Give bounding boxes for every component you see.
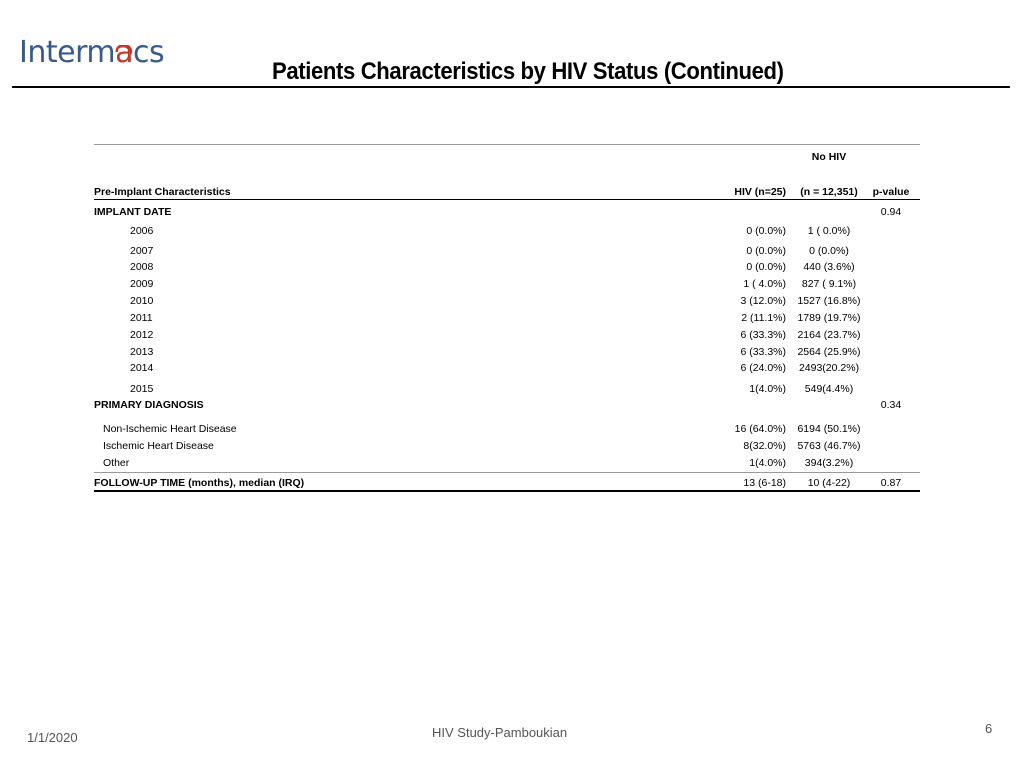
no-hiv-value: 10 (4-22) <box>807 477 851 489</box>
hiv-value: 0 (0.0%) <box>746 245 786 257</box>
no-hiv-value: 549(4.4%) <box>804 383 854 395</box>
table-row <box>94 439 920 453</box>
row-label: Non-Ischemic Heart Disease <box>103 423 237 435</box>
row-label: 2011 <box>130 312 153 324</box>
no-hiv-value: 6194 (50.1%) <box>797 423 861 435</box>
section-label: PRIMARY DIAGNOSIS <box>94 399 204 411</box>
col-header-no-hiv: (n = 12,351) <box>800 186 858 198</box>
no-hiv-value: 1789 (19.7%) <box>797 312 861 324</box>
hiv-value: 1 ( 4.0%) <box>743 278 786 290</box>
page-title: Patients Characteristics by HIV Status (Continued) <box>272 58 784 85</box>
table-row <box>94 260 920 274</box>
col-header-hiv: HIV (n=25) <box>734 186 786 198</box>
hiv-value: 3 (12.0%) <box>740 295 786 307</box>
section-label: FOLLOW-UP TIME (months), median (IRQ) <box>94 477 305 489</box>
row-label: 2015 <box>130 383 154 395</box>
row-label: 2014 <box>130 362 154 374</box>
row-label: 2010 <box>130 295 154 307</box>
hiv-value: 13 (6-18) <box>743 477 786 489</box>
p-value: 0.87 <box>880 477 902 489</box>
section-row-primary-diagnosis <box>94 398 920 412</box>
row-label: 2012 <box>130 329 154 341</box>
table-row <box>94 294 920 308</box>
hiv-value: 8(32.0%) <box>743 440 786 452</box>
no-hiv-value: 0 (0.0%) <box>809 245 849 257</box>
row-label: 2008 <box>130 261 154 273</box>
table-row <box>94 224 920 238</box>
row-label: 2006 <box>130 225 154 237</box>
section-rule <box>94 472 920 473</box>
no-hiv-value: 2493(20.2%) <box>798 362 860 374</box>
no-hiv-value: 440 (3.6%) <box>803 261 855 273</box>
table-row <box>94 361 920 375</box>
col-header-characteristics: Pre-Implant Characteristics <box>94 186 231 198</box>
header-rule <box>94 199 920 200</box>
header-row <box>94 185 920 199</box>
table-row <box>94 277 920 291</box>
title-underline <box>12 86 1010 88</box>
hiv-value: 0 (0.0%) <box>746 225 786 237</box>
hiv-value: 2 (11.1%) <box>741 312 786 324</box>
footer-date: 1/1/2020 <box>27 730 78 745</box>
row-label: 2013 <box>130 346 154 358</box>
no-hiv-value: 1527 (16.8%) <box>797 295 861 307</box>
table-top-rule <box>94 144 920 145</box>
section-row-follow-up <box>94 476 920 490</box>
hiv-value: 6 (24.0%) <box>740 362 786 374</box>
row-label: 2009 <box>130 278 154 290</box>
hiv-value: 16 (64.0%) <box>734 423 786 435</box>
p-value: 0.94 <box>880 206 902 218</box>
footer-center-text: HIV Study-Pamboukian <box>432 725 568 740</box>
col-group-no-hiv: No HIV <box>811 151 847 163</box>
table-row <box>94 345 920 359</box>
col-header-p-value: p-value <box>872 186 910 198</box>
hiv-value: 1(4.0%) <box>749 457 786 469</box>
no-hiv-value: 2164 (23.7%) <box>797 329 861 341</box>
intermacs-logo: Interma cs <box>19 35 165 70</box>
table-bottom-rule <box>94 490 920 492</box>
table-row <box>94 422 920 436</box>
hiv-value: 1(4.0%) <box>749 383 786 395</box>
hiv-value: 6 (33.3%) <box>740 329 786 341</box>
section-row-implant-date <box>94 205 920 219</box>
table-row <box>94 456 920 470</box>
no-hiv-value: 2564 (25.9%) <box>797 346 861 358</box>
no-hiv-value: 5763 (46.7%) <box>797 440 861 452</box>
hiv-value: 0 (0.0%) <box>746 261 786 273</box>
header-row-group <box>94 150 920 164</box>
row-label: Other <box>103 457 130 469</box>
no-hiv-value: 1 ( 0.0%) <box>807 225 851 237</box>
row-label: Ischemic Heart Disease <box>103 440 214 452</box>
table-row <box>94 328 920 342</box>
table-row <box>94 244 920 258</box>
page-number: 6 <box>985 721 993 736</box>
table-row <box>94 382 920 396</box>
no-hiv-value: 827 ( 9.1%) <box>801 278 857 290</box>
no-hiv-value: 394(3.2%) <box>804 457 854 469</box>
p-value: 0.34 <box>880 399 902 411</box>
section-label: IMPLANT DATE <box>94 206 172 218</box>
hiv-value: 6 (33.3%) <box>740 346 786 358</box>
table-row <box>94 311 920 325</box>
row-label: 2007 <box>130 245 154 257</box>
